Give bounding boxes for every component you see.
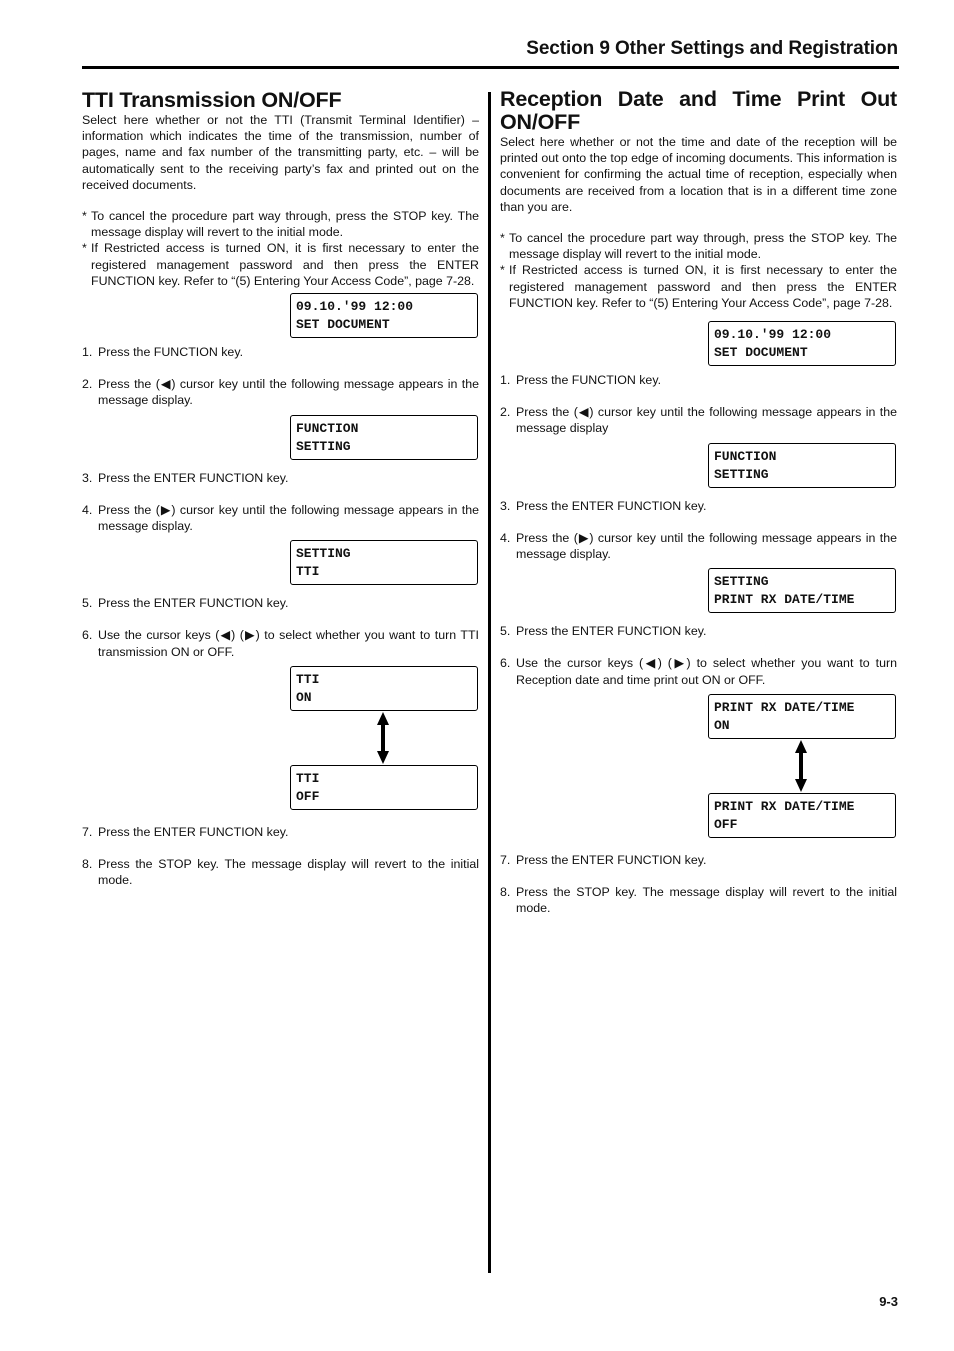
- right-column: [500, 88, 897, 916]
- lcd-display: FUNCTION SETTING: [708, 443, 896, 488]
- lcd-display: FUNCTION SETTING: [290, 415, 478, 460]
- right-notes: [500, 230, 897, 311]
- lcd-display: 09.10.'99 12:00 SET DOCUMENT: [708, 321, 896, 366]
- up-down-arrow-icon: [376, 711, 390, 765]
- left-notes: [82, 208, 479, 289]
- page-number: 9-3: [879, 1294, 898, 1309]
- lcd-display: PRINT RX DATE/TIME ON: [708, 694, 896, 739]
- step: 3. Press the ENTER FUNCTION key.: [82, 470, 289, 485]
- note-mark: *: [82, 241, 87, 256]
- lcd-display: PRINT RX DATE/TIME OFF: [708, 793, 896, 838]
- step: 4. Press the (▶) cursor key until the following message appears in the message display.: [82, 502, 479, 534]
- lcd-display: SETTING TTI: [290, 540, 478, 585]
- note-mark: *: [82, 209, 87, 224]
- step: 5. Press the ENTER FUNCTION key.: [82, 596, 289, 611]
- lcd-display: TTI OFF: [290, 765, 478, 810]
- note: * If Restricted access is turned ON, it is first necessary to enter the registered management password and then press the ENTER FUNCTION key. Refer to “(5) Entering Your Access Code”, page 7-28.: [82, 241, 479, 288]
- right-intro: Select here whether or not the time and date of the reception will be printed out onto the top edge of incoming documents. This information is convenient for confirming the actual time of reception, especially when documents are received from a location that is in a different time zone than you are.: [500, 135, 897, 214]
- left-title: TTI Transmission ON/OFF: [82, 88, 342, 112]
- step: 2. Press the (◀) cursor key until the following message appears in the message display: [500, 405, 897, 436]
- section-header: Section 9 Other Settings and Registration: [526, 38, 898, 59]
- note: * To cancel the procedure part way through, press the STOP key. The message display will revert to the initial mode.: [82, 209, 479, 240]
- lcd-display: 09.10.'99 12:00 SET DOCUMENT: [290, 293, 478, 338]
- step: 2. Press the (◀) cursor key until the following message appears in the message display.: [82, 377, 479, 408]
- right-title: Reception Date and Time Print Out ON/OFF: [500, 87, 897, 134]
- step: 1. Press the FUNCTION key.: [82, 345, 244, 360]
- step: 6. Use the cursor keys (◀) (▶) to select whether you want to turn TTI transmission ON or OFF.: [82, 628, 479, 659]
- step: 3. Press the ENTER FUNCTION key.: [500, 498, 707, 513]
- left-intro: Select here whether or not the TTI (Transmit Terminal Identifier) – information which indicates the time of the transmission, number of pages, name and fax number of the transmitting party, etc. – will be automatically sent to the receiving party’s fax and printed out on the received documents.: [82, 113, 479, 192]
- column-divider: [488, 92, 491, 1273]
- toggle-arrow: [708, 739, 898, 793]
- note: * To cancel the procedure part way through, press the STOP key. The message display will revert to the initial mode.: [500, 231, 897, 262]
- header-rule: [82, 66, 899, 69]
- left-column: [82, 88, 479, 888]
- step: 8. Press the STOP key. The message display will revert to the initial mode.: [500, 885, 897, 916]
- note: * If Restricted access is turned ON, it is first necessary to enter the registered management password and then press the ENTER FUNCTION key. Refer to “(5) Entering Your Access Code”, page 7-28.: [500, 263, 897, 310]
- note-mark: *: [500, 263, 505, 278]
- step: 8. Press the STOP key. The message display will revert to the initial mode.: [82, 857, 479, 888]
- up-down-arrow-icon: [794, 739, 808, 793]
- lcd-display: TTI ON: [290, 666, 478, 711]
- step: 5. Press the ENTER FUNCTION key.: [500, 624, 707, 639]
- step: 4. Press the (▶) cursor key until the following message appears in the message display.: [500, 530, 897, 562]
- note-mark: *: [500, 231, 505, 246]
- toggle-arrow: [290, 711, 480, 765]
- step: 7. Press the ENTER FUNCTION key.: [82, 824, 289, 839]
- step: 7. Press the ENTER FUNCTION key.: [500, 852, 707, 867]
- step: 1. Press the FUNCTION key.: [500, 373, 662, 388]
- step: 6. Use the cursor keys (◀) (▶) to select whether you want to turn Reception date and time print out ON or OFF.: [500, 656, 897, 687]
- lcd-display: SETTING PRINT RX DATE/TIME: [708, 568, 896, 613]
